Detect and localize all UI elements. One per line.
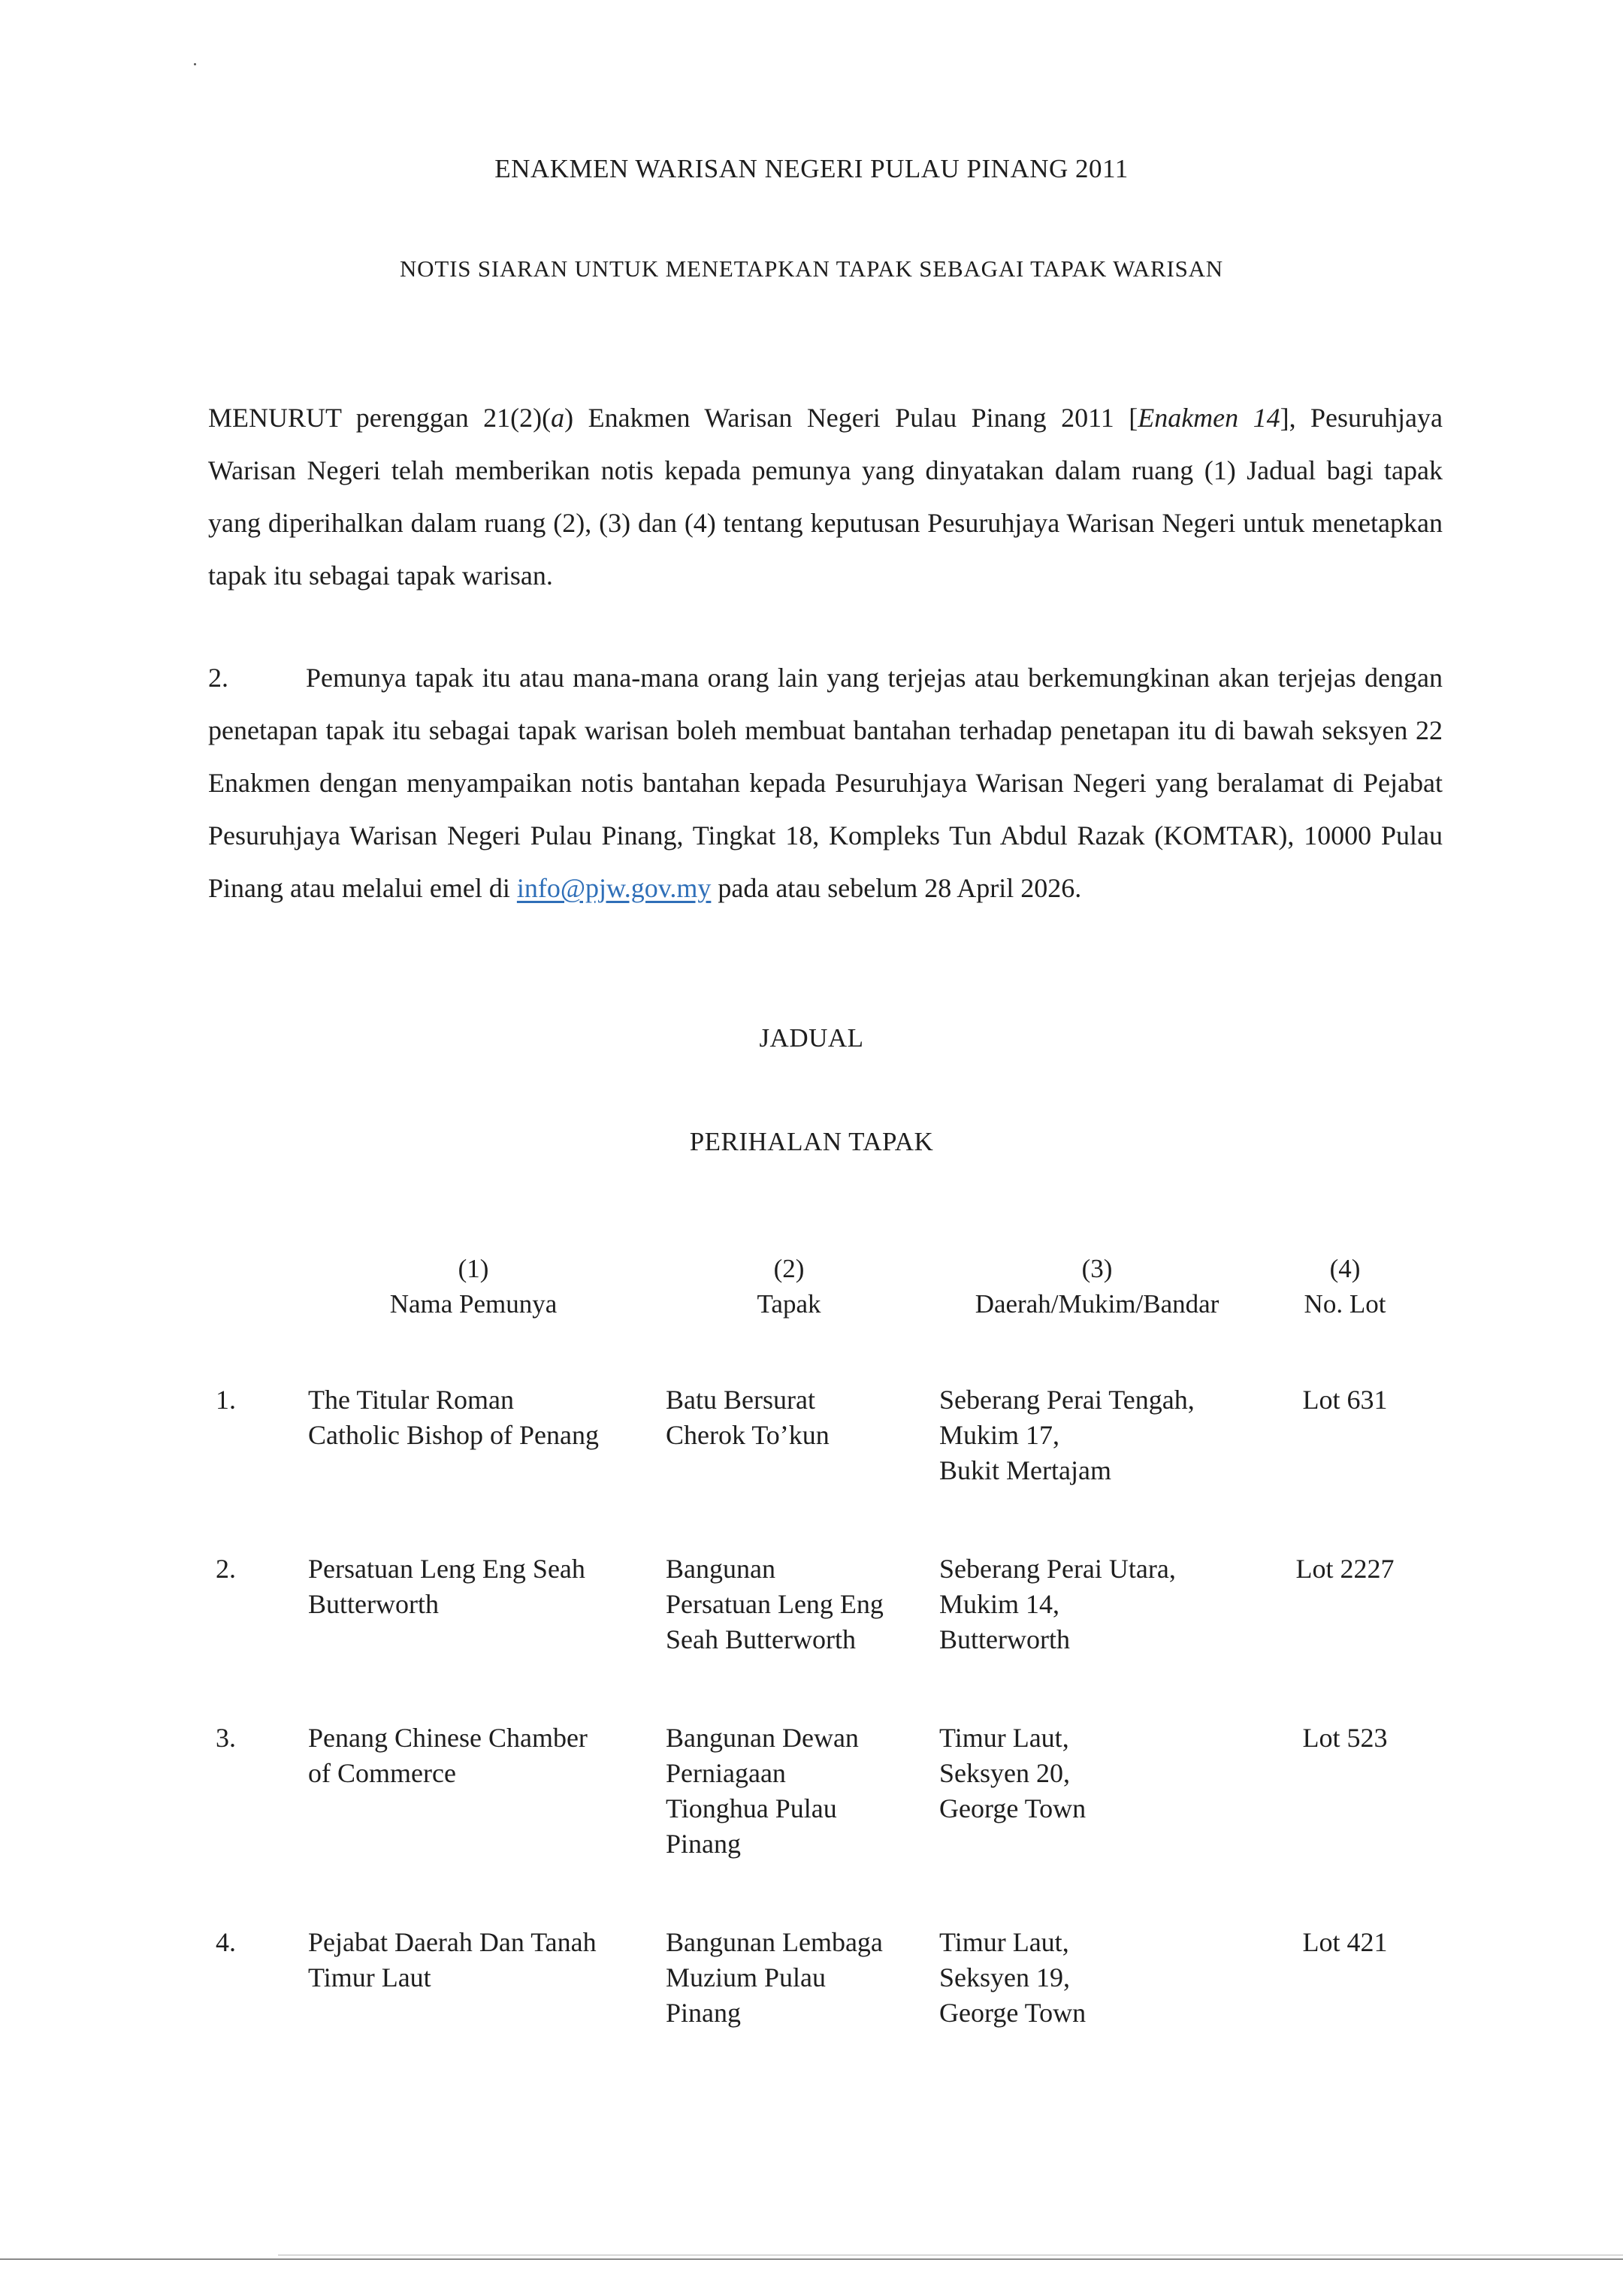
column-label: Tapak (757, 1289, 821, 1319)
paragraph-1 (208, 391, 1443, 602)
column-number: (1) (458, 1254, 489, 1283)
column-label: Nama Pemunya (389, 1289, 558, 1319)
paragraph-2-text: Pemunya tapak itu atau mana-mana orang lain yang terjejas atau berkemungkinan akan terjejas dengan penetapan tapak itu sebagai tapak warisan boleh membuat bantahan terhadap penetapan itu di bawah seksyen 22 Enakmen dengan menyampaikan notis bantahan kepada Pesuruhjaya Warisan Negeri yang beralamat di Pejabat Pesuruhjaya Warisan Negeri Pulau Pinang, Tingkat 18, Kompleks Tun Abdul Razak (KOMTAR), 10000 Pulau Pinang atau melalui emel di (208, 663, 1443, 903)
paragraph-1-text-b: ) Enakmen Warisan Negeri Pulau Pinang 2011 [ (564, 403, 1138, 433)
row-number: 2. (216, 1554, 236, 1584)
column-label: No. Lot (1304, 1289, 1386, 1319)
perihalan-heading: PERIHALAN TAPAK (689, 1127, 934, 1156)
column-label: Daerah/Mukim/Bandar (975, 1289, 1220, 1319)
lot-number: Lot 523 (1302, 1723, 1388, 1753)
owner-name: Penang Chinese Chamber of Commerce (308, 1723, 588, 1788)
site-location: Timur Laut, Seksyen 19, George Town (939, 1927, 1087, 2028)
paragraph-1-text-a: perenggan 21(2)( (341, 403, 552, 433)
column-header-lot (1262, 1251, 1428, 1322)
document-title: ENAKMEN WARISAN NEGERI PULAU PINANG 2011 (494, 154, 1129, 183)
paragraph-2-number: 2. (208, 663, 228, 693)
footer-divider (0, 2258, 1623, 2260)
owner-name: Pejabat Daerah Dan Tanah Timur Laut (308, 1927, 597, 1992)
row-number: 1. (216, 1385, 236, 1415)
site-location: Timur Laut, Seksyen 20, George Town (939, 1723, 1087, 1823)
row-number: 3. (216, 1723, 236, 1753)
paragraph-2 (208, 651, 1443, 914)
jadual-heading: JADUAL (759, 1023, 864, 1053)
lot-number: Lot 2227 (1295, 1554, 1395, 1584)
paragraph-1-lead: MENURUT (208, 403, 342, 433)
site-location: Seberang Perai Utara, Mukim 14, Butterworth (939, 1554, 1176, 1654)
site-name: Bangunan Persatuan Leng Eng Seah Butterworth (666, 1554, 884, 1654)
owner-name: The Titular Roman Catholic Bishop of Penang (308, 1385, 599, 1450)
lot-number: Lot 631 (1302, 1385, 1388, 1415)
site-name: Bangunan Dewan Perniagaan Tionghua Pulau Pinang (666, 1723, 859, 1859)
document-subtitle: NOTIS SIARAN UNTUK MENETAPKAN TAPAK SEBAGAI TAPAK WARISAN (400, 255, 1223, 282)
column-number: (4) (1329, 1254, 1361, 1283)
scan-speck (194, 63, 196, 65)
column-header-site (661, 1251, 917, 1322)
column-number: (2) (773, 1254, 805, 1283)
site-name: Batu Bersurat Cherok To’kun (666, 1385, 830, 1450)
paragraph-1-text-c: ], Pesuruhjaya Warisan Negeri telah memberikan notis kepada pemunya yang dinyatakan dalam ruang (1) Jadual bagi tapak yang diperihalkan dalam ruang (2), (3) dan (4) tentang keputusan Pesuruhjaya Warisan Negeri untuk menetapkan tapak itu sebagai tapak warisan. (208, 403, 1443, 591)
column-header-owner (323, 1251, 624, 1322)
site-name: Bangunan Lembaga Muzium Pulau Pinang (666, 1927, 883, 2028)
site-location: Seberang Perai Tengah, Mukim 17, Bukit Mertajam (939, 1385, 1195, 1485)
paragraph-2-tail: pada atau sebelum 28 April 2026. (711, 873, 1082, 903)
lot-number: Lot 421 (1302, 1927, 1388, 1957)
email-link[interactable]: info@pjw.gov.my (516, 873, 712, 903)
paragraph-1-italic-a: a (551, 403, 565, 433)
owner-name: Persatuan Leng Eng Seah Butterworth (308, 1554, 585, 1619)
column-number: (3) (1081, 1254, 1113, 1283)
row-number: 4. (216, 1927, 236, 1957)
paragraph-1-italic-b: Enakmen 14 (1138, 403, 1280, 433)
column-header-location (924, 1251, 1270, 1322)
